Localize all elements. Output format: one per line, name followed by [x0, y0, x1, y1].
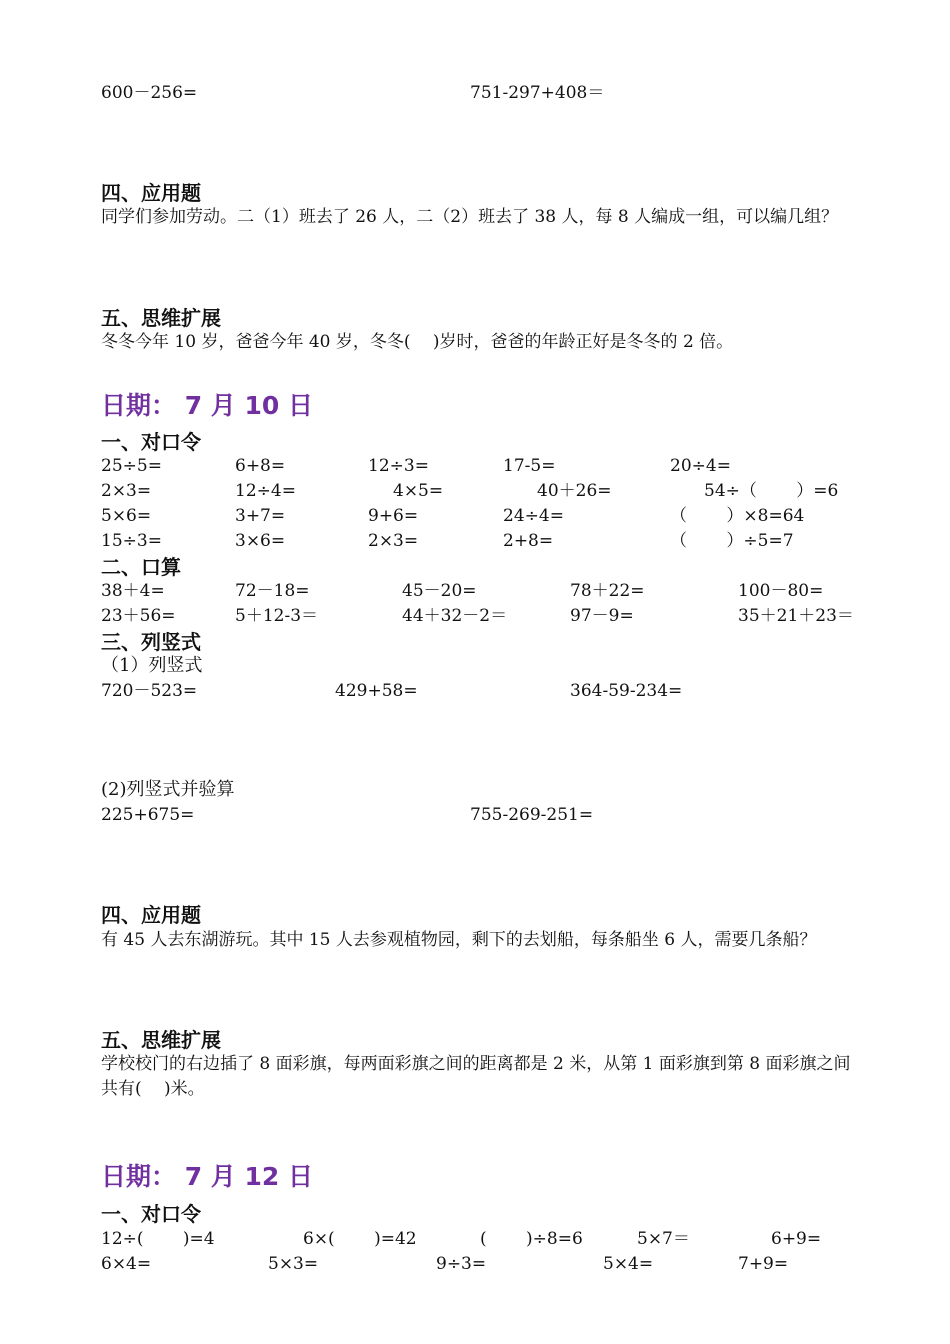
grid-cell: 4×5= [393, 481, 444, 501]
grid-cell: 3×6= [235, 531, 286, 551]
grid-cell: 12÷( )=4 [101, 1229, 215, 1249]
grid-cell: 5×3= [268, 1254, 319, 1274]
grid-cell: 72－18= [235, 581, 310, 601]
date-heading-day12: 日期： 7 月 12 日 [101, 1162, 313, 1191]
grid-cell: 3+7= [235, 506, 286, 526]
day10-section-4-problem: 有 45 人去东湖游玩。其中 15 人去参观植物园，剩下的去划船，每条船坐 6 人，需要几条船？ [101, 930, 817, 950]
day10-section-3-sub2: (2)列竖式并验算 [101, 779, 235, 800]
day10-section-2-title: 二、口算 [101, 555, 181, 579]
day10-section-3-sub1: （1）列竖式 [101, 655, 203, 676]
verify-calc-expr: 755-269-251= [470, 805, 594, 825]
grid-cell: 6×4= [101, 1254, 152, 1274]
grid-cell: 35＋21＋23＝ [738, 606, 854, 626]
grid-cell: 100－80= [738, 581, 824, 601]
day10-section-4-title: 四、应用题 [101, 903, 201, 927]
grid-cell: 2+8= [503, 531, 554, 551]
section-5-problem: 冬冬今年 10 岁，爸爸今年 40 岁，冬冬( )岁时，爸爸的年龄正好是冬冬的 2 倍。 [101, 332, 734, 352]
grid-cell: 9÷3= [436, 1254, 487, 1274]
grid-cell: 15÷3= [101, 531, 162, 551]
grid-cell: 2×3= [101, 481, 152, 501]
expr-751-297-408: 751-297+408＝ [470, 83, 605, 103]
grid-cell: 5×7＝ [637, 1229, 690, 1249]
grid-cell: 9+6= [368, 506, 419, 526]
grid-cell: 44＋32－2＝ [402, 606, 508, 626]
grid-cell: 25÷5= [101, 456, 162, 476]
grid-cell: 97－9= [570, 606, 634, 626]
day10-section-5-problem-line1: 学校校门的右边插了 8 面彩旗，每两面彩旗之间的距离都是 2 米，从第 1 面彩旗到第 8 面彩旗之间 [101, 1054, 851, 1074]
grid-cell: 6×( )=42 [303, 1229, 417, 1249]
date-heading-day10: 日期： 7 月 10 日 [101, 391, 313, 420]
day12-section-1-title: 一、对口令 [101, 1202, 201, 1226]
grid-cell: 12÷3= [368, 456, 429, 476]
grid-cell: 17-5= [503, 456, 556, 476]
section-4-title: 四、应用题 [101, 181, 201, 205]
grid-cell: 6+8= [235, 456, 286, 476]
grid-cell: 38＋4= [101, 581, 165, 601]
grid-cell: 5＋12-3＝ [235, 606, 319, 626]
grid-cell: 7+9= [738, 1254, 789, 1274]
vertical-calc-expr: 364-59-234= [570, 681, 683, 701]
grid-cell: 23＋56= [101, 606, 176, 626]
day10-section-5-title: 五、思维扩展 [101, 1028, 221, 1052]
grid-cell: 54÷（ ）=6 [704, 481, 839, 501]
section-5-title: 五、思维扩展 [101, 306, 221, 330]
section-4-problem: 同学们参加劳动。二（1）班去了 26 人，二（2）班去了 38 人，每 8 人编成一组，可以编几组？ [101, 207, 839, 227]
grid-cell: （ ）×8=64 [670, 506, 805, 526]
vertical-calc-expr: 429+58= [335, 681, 418, 701]
grid-cell: 45－20= [402, 581, 477, 601]
day10-section-5-problem-line2: 共有( )米。 [101, 1079, 205, 1099]
day10-section-3-title: 三、列竖式 [101, 630, 201, 654]
verify-calc-expr: 225+675= [101, 805, 195, 825]
expr-600-256: 600－256= [101, 83, 198, 103]
grid-cell: （ ）÷5=7 [670, 531, 794, 551]
grid-cell: 6+9= [771, 1229, 822, 1249]
grid-cell: 78＋22= [570, 581, 645, 601]
vertical-calc-expr: 720－523= [101, 681, 198, 701]
grid-cell: 24÷4= [503, 506, 564, 526]
day10-section-1-title: 一、对口令 [101, 430, 201, 454]
grid-cell: 5×4= [603, 1254, 654, 1274]
grid-cell: 20÷4= [670, 456, 731, 476]
grid-cell: 12÷4= [235, 481, 296, 501]
grid-cell: ( )÷8=6 [480, 1229, 583, 1249]
grid-cell: 40＋26= [537, 481, 612, 501]
grid-cell: 2×3= [368, 531, 419, 551]
grid-cell: 5×6= [101, 506, 152, 526]
